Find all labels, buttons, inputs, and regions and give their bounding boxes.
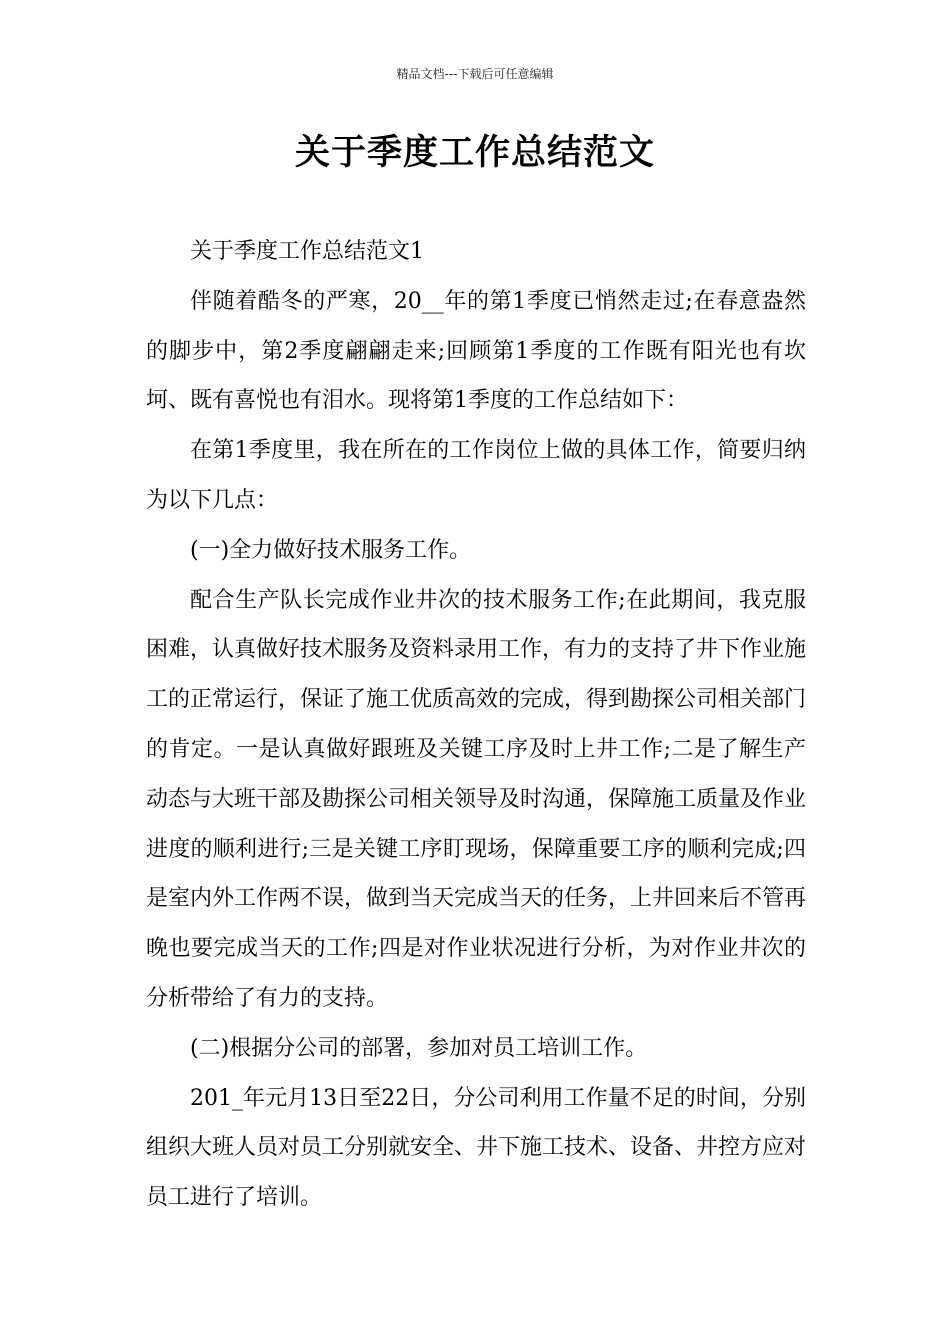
- header-note: 精品文档---下载后可任意编辑: [396, 67, 554, 81]
- paragraph-section-heading: 关于季度工作总结范文1: [190, 239, 424, 264]
- paragraph-intro: 伴随着酷冬的严寒，20__年的第1季度已悄然走过;在春意盎然的脚步中，第2季度翩翩走来;回顾第1季度的工作既有阳光也有坎坷、既有喜悦也有泪水。现将第1季度的工作总结如下：: [146, 288, 806, 414]
- document-body: [146, 227, 806, 1223]
- paragraph-summary-lead: 在第1季度里，我在所在的工作岗位上做的具体工作，简要归纳为以下几点：: [146, 438, 806, 513]
- paragraph-item-two-heading: (二)根据分公司的部署，参加对员工培训工作。: [190, 1035, 648, 1061]
- paragraph-item-one-body: 配合生产队长完成作业井次的技术服务工作;在此期间，我克服困难，认真做好技术服务及资料录用工作，有力的支持了井下作业施工的正常运行，保证了施工优质高效的完成，得到勘探公司相关部门的肯定。一是认真做好跟班及关键工序及时上井工作;二是了解生产动态与大班干部及勘探公司相关领导及时沟通，保障施工质量及作业进度的顺利进行;三是关键工序盯现场，保障重要工序的顺利完成;四是室内外工作两不误，做到当天完成当天的任务，上井回来后不管再晚也要完成当天的工作;四是对作业状况进行分析，为对作业井次的分析带给了有力的支持。: [146, 587, 807, 1011]
- document-title: 关于季度工作总结范文: [294, 133, 655, 173]
- paragraph-item-one-heading: (一)全力做好技术服务工作。: [190, 537, 472, 563]
- paragraph-item-two-body: 201_年元月13日至22日，分公司利用工作量不足的时间，分别组织大班人员对员工分别就安全、井下施工技术、设备、井控方应对员工进行了培训。: [146, 1085, 807, 1211]
